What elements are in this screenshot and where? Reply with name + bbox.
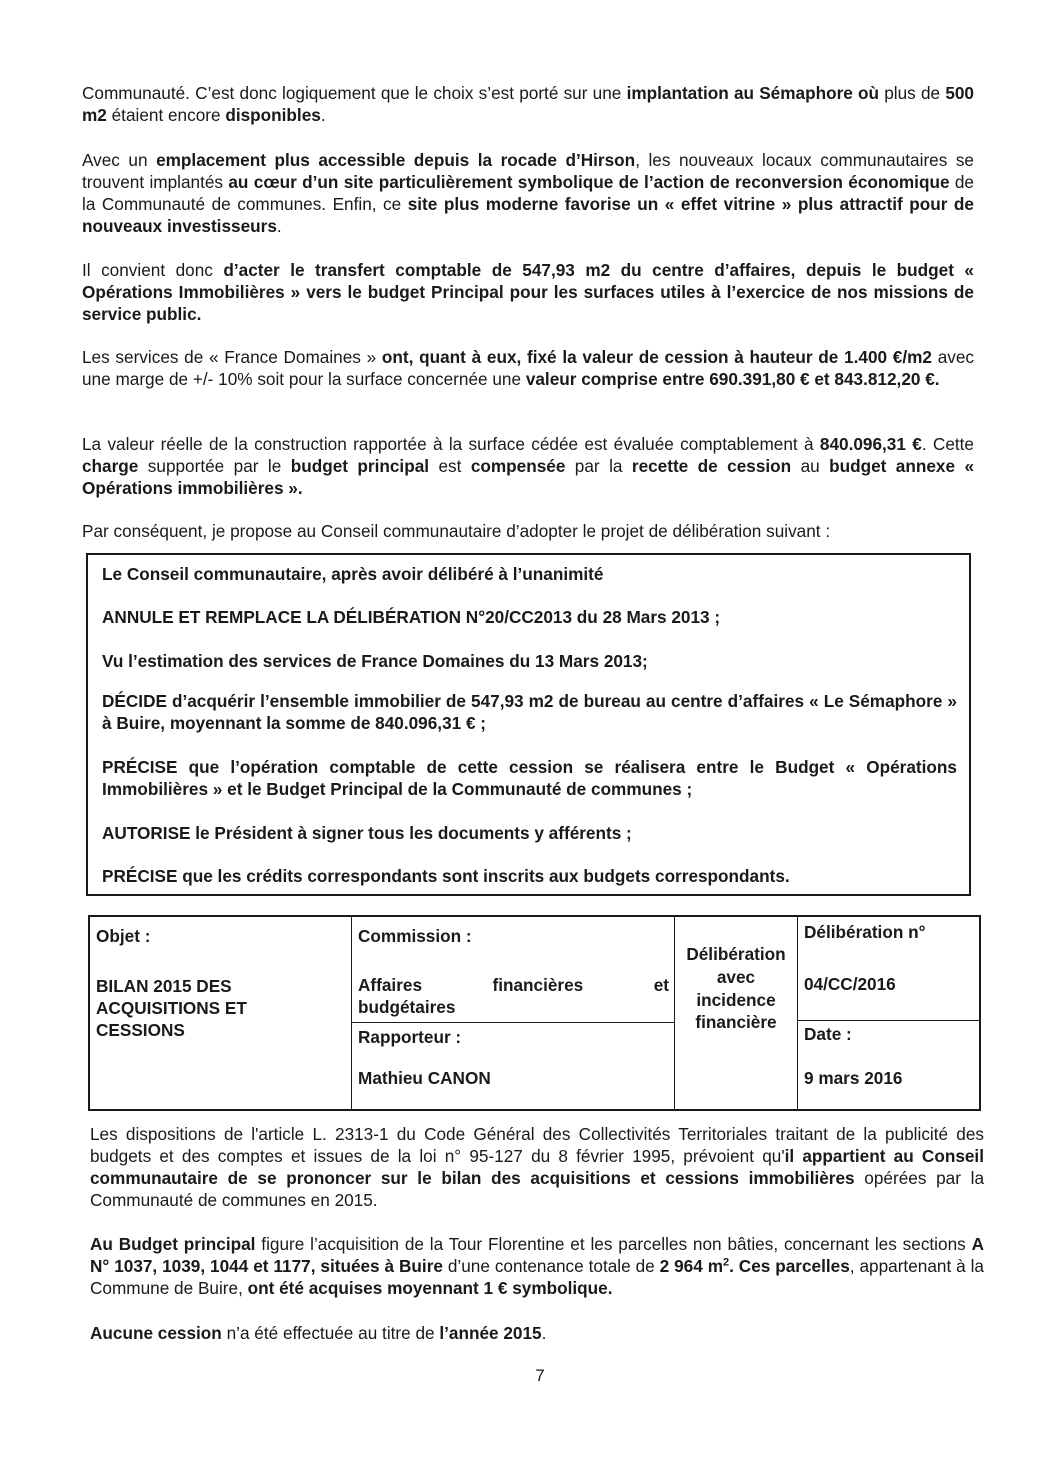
- deliberation-line-precise-operation: PRÉCISE que l’opération comptable de cette cession se réalisera entre le Budget « Opérations Immobilières » et le Budget Principal de la Communauté de communes ;: [102, 757, 957, 799]
- text-run: . Cette: [921, 434, 974, 454]
- incidence-line: incidence: [696, 990, 776, 1010]
- deliberation-line-decide: DÉCIDE d’acquérir l’ensemble immobilier de 547,93 m2 de bureau au centre d’affaires « Le Sémaphore » à Buire, moyennant la somme de 840.096,31 € ;: [102, 691, 957, 733]
- objet-line: CESSIONS: [96, 1020, 185, 1040]
- bold-run: . Ces parcelles: [729, 1256, 850, 1276]
- deliberation-line-annule: ANNULE ET REMPLACE LA DÉLIBÉRATION N°20/CC2013 du 28 Mars 2013 ;: [102, 607, 721, 627]
- text-run: est: [429, 456, 471, 476]
- paragraph-implantation: [82, 82, 974, 126]
- incidence-line: avec: [716, 967, 756, 987]
- bold-run: il appartient au Conseil communautaire de se prononcer sur le bilan des acquisitions et cessions immobilières: [90, 1146, 984, 1188]
- deliberation-box: [86, 553, 971, 896]
- bold-run: au cœur d’un site particulièrement symbolique de l’action de reconversion économique: [228, 172, 950, 192]
- objet-label: Objet :: [96, 926, 151, 946]
- commission-label: Commission :: [358, 926, 472, 946]
- deliberation-line-vu: Vu l’estimation des services de France Domaines du 13 Mars 2013;: [102, 651, 648, 671]
- text-run: figure l’acquisition de la Tour Florentine et les parcelles non bâties, concernant les sections: [255, 1234, 972, 1254]
- page-number: 7: [535, 1366, 545, 1385]
- bold-run: [660, 1256, 729, 1276]
- text-run: Communauté. C’est donc logiquement que le choix s’est porté sur une: [82, 83, 627, 103]
- text-run: La valeur réelle de la construction rapportée à la surface cédée est évaluée comptablement à: [82, 434, 820, 454]
- paragraph-consequent: Par conséquent, je propose au Conseil communautaire d’adopter le projet de délibération suivant :: [82, 521, 831, 541]
- bold-run: implantation au Sémaphore où: [626, 83, 880, 103]
- table-divider: [797, 1020, 981, 1021]
- bold-run: recette de cession: [631, 456, 792, 476]
- objet-line: BILAN 2015 DES: [96, 976, 232, 996]
- bold-run: ont, quant à eux, fixé la valeur de cession à hauteur de 1.400 €/m2: [381, 347, 932, 367]
- bold-run: Au Budget principal: [90, 1234, 256, 1254]
- commission-value-line: Affaires financières et: [358, 975, 669, 995]
- text-run: Il convient donc: [82, 260, 224, 280]
- paragraph-emplacement: [82, 149, 974, 237]
- superscript: 2: [722, 1256, 730, 1269]
- text-run: au: [791, 456, 830, 476]
- paragraph-dispositions: [90, 1123, 984, 1211]
- bold-run: d’acter le transfert comptable de 547,93 m2 du centre d’affaires, depuis le budget « Opérations Immobilières » vers le budget Principal pour les surfaces utiles à l’exercice de nos missions de service public.: [82, 260, 974, 324]
- paragraph-valeur-reelle: [82, 433, 974, 499]
- date-label: Date :: [804, 1024, 852, 1044]
- deliberation-header-table: [88, 915, 981, 1111]
- bold-run: 840.096,31 €: [819, 434, 922, 454]
- text-run: n’a été effectuée au titre de: [221, 1323, 440, 1343]
- text-run: d’une contenance totale de: [442, 1256, 660, 1276]
- text-run: , les nouveaux locaux communautaires se trouvent implantés: [82, 150, 974, 192]
- bold-run: charge: [82, 456, 139, 476]
- text-run: Les dispositions de l'article L. 2313-1 du Code Général des Collectivités Territoriales traitant de la publicité des budgets et des comptes et issues de la loi n° 95-127 du 8 février 1995, prévoient qu': [90, 1124, 984, 1166]
- text-run: Avec un: [82, 150, 157, 170]
- deliberation-line-precise-credits: PRÉCISE que les crédits correspondants sont inscrits aux budgets correspondants.: [102, 866, 790, 886]
- bold-run: A N° 1037, 1039, 1044 et 1177, situées à Buire: [90, 1234, 984, 1276]
- bold-run: 500 m2: [82, 83, 974, 125]
- rapporteur-value: Mathieu CANON: [358, 1068, 491, 1088]
- bold-run: compensée: [470, 456, 566, 476]
- deliberation-number-value: 04/CC/2016: [804, 974, 896, 994]
- text-run: 2 964 m: [659, 1256, 723, 1276]
- bold-run: Aucune cession: [90, 1323, 222, 1343]
- text-run: supportée par le: [138, 456, 291, 476]
- text-run: .: [320, 105, 326, 125]
- text-run: , appartenant à la Commune de Buire,: [90, 1256, 984, 1298]
- text-run: .: [276, 216, 282, 236]
- table-divider: [351, 1022, 674, 1023]
- bold-run: budget principal: [290, 456, 430, 476]
- bold-run: disponibles: [225, 105, 321, 125]
- paragraph-aucune-cession: [90, 1322, 984, 1344]
- table-divider: [674, 917, 675, 1109]
- text-run: de la Communauté de communes. Enfin, ce: [82, 172, 974, 214]
- rapporteur-label: Rapporteur :: [358, 1027, 462, 1047]
- deliberation-line-autorise: AUTORISE le Président à signer tous les documents y afférents ;: [102, 823, 632, 843]
- bold-run: emplacement plus accessible depuis la rocade d’Hirson: [156, 150, 636, 170]
- text-run: .: [541, 1323, 547, 1343]
- text-run: Les services de « France Domaines »: [82, 347, 382, 367]
- date-value: 9 mars 2016: [804, 1068, 903, 1088]
- bold-run: site plus moderne favorise un « effet vitrine » plus attractif pour de nouveaux investisseurs: [82, 194, 974, 236]
- deliberation-number-label: Délibération n°: [804, 922, 926, 942]
- text-run: avec une marge de +/- 10% soit pour la surface concernée une: [82, 347, 974, 389]
- table-divider: [351, 917, 352, 1109]
- incidence-line: financière: [695, 1012, 777, 1032]
- incidence-line: Délibération: [686, 944, 786, 964]
- text-run: par la: [565, 456, 632, 476]
- paragraph-budget-principal: [90, 1233, 984, 1299]
- text-run: opérées par la Communauté de communes en 2015.: [90, 1168, 985, 1210]
- paragraph-france-domaines: [82, 346, 974, 390]
- bold-run: valeur comprise entre 690.391,80 € et 843.812,20 €.: [525, 369, 940, 389]
- deliberation-line-preamble: Le Conseil communautaire, après avoir délibéré à l’unanimité: [102, 564, 604, 584]
- text-run: plus de: [879, 83, 946, 103]
- commission-value-line: budgétaires: [358, 997, 456, 1017]
- paragraph-transfert: [82, 259, 974, 325]
- table-divider: [797, 917, 798, 1109]
- bold-run: l’année 2015: [439, 1323, 542, 1343]
- objet-line: ACQUISITIONS ET: [96, 998, 247, 1018]
- bold-run: budget annexe « Opérations immobilières ».: [82, 456, 975, 498]
- text-run: étaient encore: [106, 105, 226, 125]
- bold-run: ont été acquises moyennant 1 € symbolique.: [247, 1278, 613, 1298]
